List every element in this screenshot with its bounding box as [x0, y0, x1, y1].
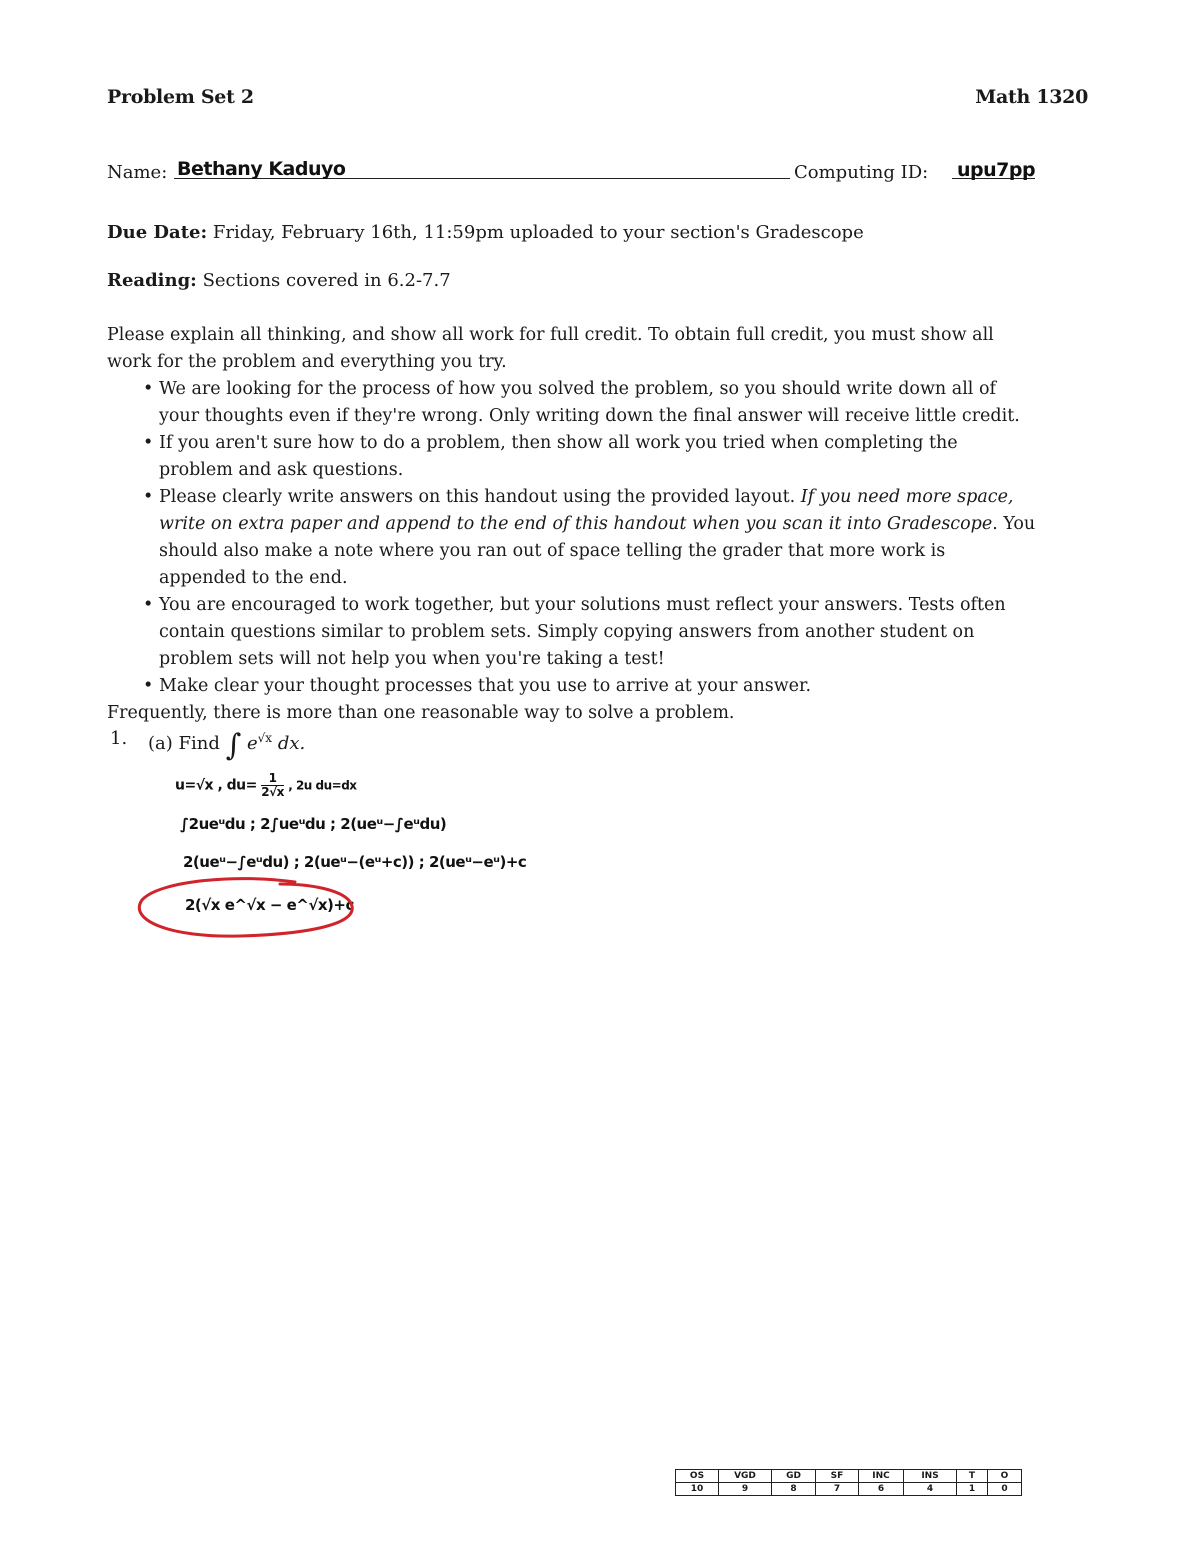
grade-header-cell: INS	[904, 1470, 957, 1483]
part-label: (a)	[148, 733, 173, 754]
handwork-line-2: ∫2ueᵘdu ; 2∫ueᵘdu ; 2(ueᵘ−∫eᵘdu)	[180, 815, 447, 833]
name-row	[107, 160, 1037, 200]
instructions-closing: Frequently, there is more than one reasonable way to solve a problem.	[107, 703, 735, 723]
bullet-text: Make clear your thought processes that you use to arrive at your answer.	[159, 676, 812, 696]
name-label: Name:	[107, 162, 168, 183]
due-date-text: Friday, February 16th, 11:59pm uploaded to your section's Gradescope	[212, 222, 864, 243]
list-item	[107, 376, 1037, 430]
handwritten-name: Bethany Kaduyo	[177, 158, 346, 180]
answer-circle	[130, 872, 362, 944]
list-item	[107, 592, 1037, 673]
differential: dx.	[277, 733, 306, 754]
grade-header-cell: T	[957, 1470, 988, 1483]
reading	[107, 270, 451, 291]
computing-id-label: Computing ID:	[794, 162, 929, 183]
problem-set-title: Problem Set 2	[107, 86, 254, 108]
bullet-text: You are encouraged to work together, but your solutions must reflect your answers. Tests often contain questions similar to problem sets. Simply copying answers from another student on problem sets will not help you when you're taking a test!	[159, 595, 1006, 669]
list-item	[107, 430, 1037, 484]
instructions-list	[107, 376, 1037, 700]
reading-text: Sections covered in 6.2-7.7	[202, 270, 451, 291]
grade-header-cell: SF	[816, 1470, 859, 1483]
handwork-fraction	[261, 772, 284, 799]
handwork-final-answer: 2(√x e^√x − e^√x)+c	[185, 896, 354, 914]
bullet-icon: •	[143, 379, 154, 399]
answer-circle-stroke	[139, 879, 352, 937]
grade-value-cell: 1	[957, 1483, 988, 1496]
problem-number: 1.	[110, 728, 128, 749]
grade-table	[675, 1469, 1022, 1496]
grade-header-cell: INC	[859, 1470, 904, 1483]
due-date-label: Due Date:	[107, 222, 208, 243]
grade-table-value-row	[676, 1483, 1022, 1496]
handwork-line-1	[175, 772, 357, 799]
integrand-base: e	[247, 733, 258, 754]
bullet-icon: •	[143, 676, 154, 696]
instructions	[107, 322, 1037, 727]
integrand-exponent: √x	[257, 731, 273, 745]
grade-header-cell: OS	[676, 1470, 719, 1483]
handwork-substitution: u=√x , du=	[175, 777, 257, 794]
bullet-text: Please clearly write answers on this handout using the provided layout.	[159, 487, 801, 507]
grade-value-cell: 6	[859, 1483, 904, 1496]
bullet-icon: •	[143, 487, 154, 507]
problem-part-a	[148, 728, 305, 763]
grade-value-cell: 8	[772, 1483, 816, 1496]
list-item	[107, 484, 1037, 592]
bullet-text-tail: . You should also make a note where you ran out of space telling the grader that more work is appended to the end.	[159, 514, 1036, 588]
handwritten-computing-id: upu7pp	[957, 159, 1036, 181]
list-item	[107, 673, 1037, 700]
problem-prompt: Find	[178, 733, 220, 754]
grade-value-cell: 10	[676, 1483, 719, 1496]
course-title: Math 1320	[975, 86, 1088, 108]
bullet-text: If you aren't sure how to do a problem, then show all work you tried when completing the problem and ask questions.	[159, 433, 958, 480]
grade-header-cell: O	[988, 1470, 1022, 1483]
bullet-text: We are looking for the process of how you solved the problem, so you should write down all of your thoughts even if they're wrong. Only writing down the final answer will receive little credit.	[159, 379, 1020, 426]
instructions-intro: Please explain all thinking, and show all work for full credit. To obtain full credit, you must show all work for the problem and everything you try.	[107, 325, 994, 372]
handwork-dx: , 2u du=dx	[288, 778, 357, 793]
grade-header-cell: VGD	[719, 1470, 772, 1483]
integral-sign-icon: ∫	[225, 728, 242, 763]
handwork-line-3: 2(ueᵘ−∫eᵘdu) ; 2(ueᵘ−(eᵘ+c)) ; 2(ueᵘ−eᵘ)+c	[183, 853, 527, 871]
bullet-italic-text: If you need more space, write on extra paper and append to the end of this handout when you scan it into Gradescope	[159, 487, 1014, 534]
bullet-icon: •	[143, 595, 154, 615]
bullet-icon: •	[143, 433, 154, 453]
handwork-fraction-numerator: 1	[261, 772, 284, 786]
grade-value-cell: 0	[988, 1483, 1022, 1496]
due-date	[107, 222, 864, 243]
handwork-fraction-denominator: 2√x	[261, 785, 284, 799]
grade-value-cell: 4	[904, 1483, 957, 1496]
grade-header-cell: GD	[772, 1470, 816, 1483]
grade-table-header-row	[676, 1470, 1022, 1483]
reading-label: Reading:	[107, 270, 197, 291]
grade-value-cell: 9	[719, 1483, 772, 1496]
grade-value-cell: 7	[816, 1483, 859, 1496]
